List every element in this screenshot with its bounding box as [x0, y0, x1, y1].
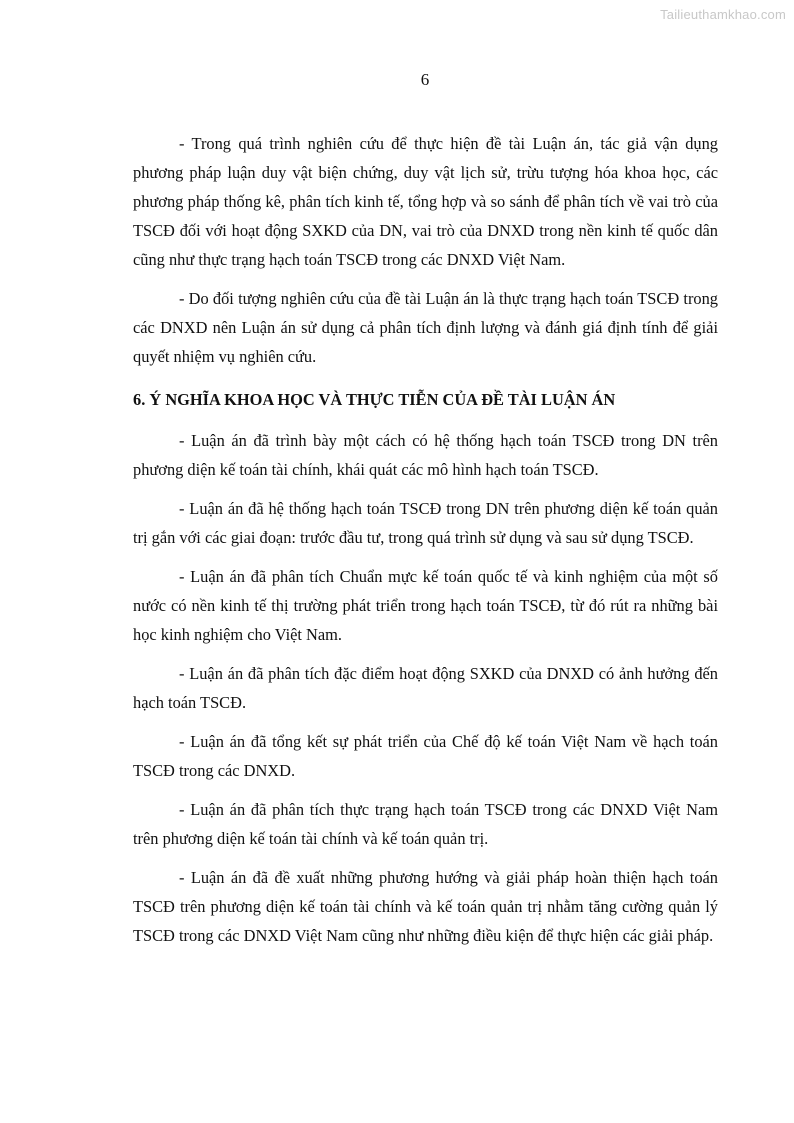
paragraph-research-methods: - Trong quá trình nghiên cứu để thực hiện đề tài Luận án, tác giả vận dụng phương pháp luận duy vật biện chứng, duy vật lịch sử, trừu tượng hóa khoa học, các phương pháp thống kê, phân tích kinh tế, tổng hợp và so sánh để phân tích về vai trò của TSCĐ đối với hoạt động SXKD của DN, vai trò của DNXD trong nền kinh tế quốc dân cũng như thực trạng hạch toán TSCĐ trong các DNXD Việt Nam.	[133, 134, 718, 269]
paragraph-contribution-1: - Luận án đã trình bày một cách có hệ thống hạch toán TSCĐ trong DN trên phương diện kế toán tài chính, khái quát các mô hình hạch toán TSCĐ.	[133, 431, 718, 479]
paragraph-contribution-5: - Luận án đã tổng kết sự phát triển của Chế độ kế toán Việt Nam về hạch toán TSCĐ trong các DNXD.	[133, 732, 718, 780]
watermark-text: Tailieuthamkhao.com	[660, 7, 786, 22]
document-body	[133, 129, 718, 960]
section-heading: 6. Ý NGHĨA KHOA HỌC VÀ THỰC TIỄN CỦA ĐỀ TÀI LUẬN ÁN	[133, 390, 616, 409]
page-number: 6	[420, 70, 430, 89]
paragraph-contribution-4: - Luận án đã phân tích đặc điểm hoạt động SXKD của DNXD có ảnh hưởng đến hạch toán TSCĐ.	[133, 664, 718, 712]
paragraph-contribution-2: - Luận án đã hệ thống hạch toán TSCĐ trong DN trên phương diện kế toán quản trị gắn với các giai đoạn: trước đầu tư, trong quá trình sử dụng và sau sử dụng TSCĐ.	[133, 499, 718, 547]
paragraph-research-approach: - Do đối tượng nghiên cứu của đề tài Luận án là thực trạng hạch toán TSCĐ trong các DNXD nên Luận án sử dụng cả phân tích định lượng và đánh giá định tính để giải quyết nhiệm vụ nghiên cứu.	[133, 289, 718, 366]
paragraph-contribution-6: - Luận án đã phân tích thực trạng hạch toán TSCĐ trong các DNXD Việt Nam trên phương diện kế toán tài chính và kế toán quản trị.	[133, 800, 718, 848]
paragraph-contribution-7: - Luận án đã đề xuất những phương hướng và giải pháp hoàn thiện hạch toán TSCĐ trên phương diện kế toán tài chính và kế toán quản trị nhằm tăng cường quản lý TSCĐ trong các DNXD Việt Nam cũng như những điều kiện để thực hiện các giải pháp.	[133, 868, 718, 945]
paragraph-contribution-3: - Luận án đã phân tích Chuẩn mực kế toán quốc tế và kinh nghiệm của một số nước có nền kinh tế thị trường phát triển trong hạch toán TSCĐ, từ đó rút ra những bài học kinh nghiệm cho Việt Nam.	[133, 567, 718, 644]
